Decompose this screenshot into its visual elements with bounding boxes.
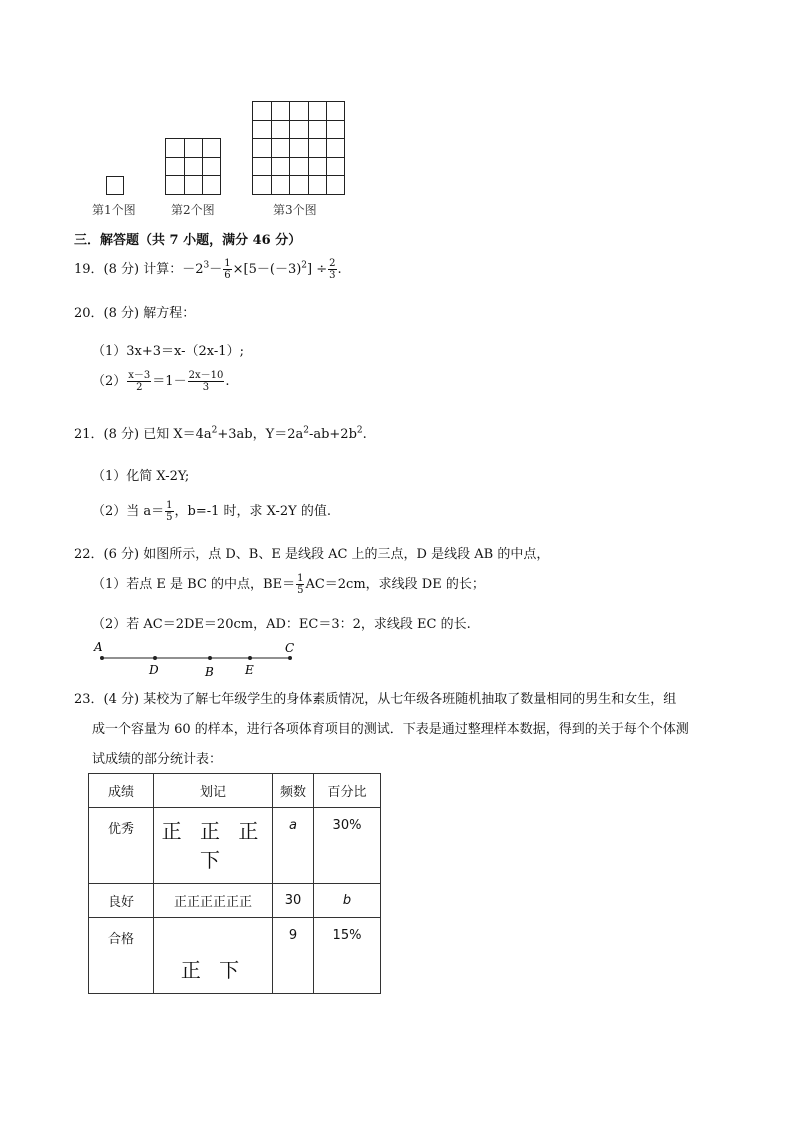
cell-frequency: a	[273, 808, 314, 884]
cell-percent: b	[314, 884, 381, 918]
label-e: E	[245, 663, 254, 677]
point-e	[248, 656, 252, 660]
cell-grade: 优秀	[89, 808, 154, 884]
figure-3-grid	[252, 101, 345, 195]
q20-fraction-2: $\frac{2x-10}{3}$	[188, 370, 224, 393]
cell-percent: 30%	[314, 808, 381, 884]
question-22-part-2: （2）若 AC＝2DE＝20cm，AD：EC＝3：2，求线段 EC 的长.	[92, 617, 471, 632]
q19-fraction-2: $\frac{2}{3}$	[329, 258, 336, 281]
q20-fraction-1: $\frac{x-3}{2}$	[128, 370, 151, 393]
cell-grade: 良好	[89, 884, 154, 918]
figure-3-caption: 第3个图	[273, 203, 317, 217]
q22-fraction: $\frac{1}{5}$	[297, 573, 304, 596]
label-d: D	[149, 663, 159, 677]
question-21-part-1: （1）化简 X-2Y;	[92, 469, 190, 484]
point-a	[100, 656, 104, 660]
cell-tally: 正 下	[154, 918, 273, 994]
figure-2-caption: 第2个图	[171, 203, 215, 217]
table-row	[89, 808, 381, 884]
cell-frequency: 9	[273, 918, 314, 994]
header-tally: 划记	[154, 774, 273, 808]
label-b: B	[205, 665, 214, 678]
question-22-part-1: （1）若点 E 是 BC 的中点，BE＝ $\frac{1}{5}$ AC＝2cm，求线段 DE 的长；	[92, 573, 485, 596]
table-row	[89, 884, 381, 918]
segment-diagram	[90, 638, 310, 678]
q21-fraction: $\frac{1}{5}$	[166, 500, 173, 523]
point-d	[153, 656, 157, 660]
question-23-line-3: 试成绩的部分统计表：	[92, 752, 223, 767]
question-19: 19．(8 分) 计算：$-2^3-$ $\frac{1}{6}$ $\times[5-(-3)^2]$ ÷ $\frac{2}{3}$ .	[74, 258, 342, 281]
stats-table	[88, 773, 381, 994]
cell-grade: 合格	[89, 918, 154, 994]
figure-1-caption: 第1个图	[92, 203, 136, 217]
question-23-line-2: 成一个容量为 60 的样本，进行各项体育项目的测试．下表是通过整理样本数据，得到的关于每个个体测	[92, 722, 689, 737]
question-20-part-2: （2） $\frac{x-3}{2}$ ＝1－ $\frac{2x-10}{3}$ .	[92, 370, 230, 393]
question-22-head: 22．(6 分) 如图所示，点 D、B、E 是线段 AC 上的三点，D 是线段 AB 的中点，	[74, 547, 550, 562]
question-20-part-1: （1）3x+3＝x-（2x-1）;	[92, 344, 244, 359]
q19-head: 19．(8 分) 计算：	[74, 262, 183, 277]
question-21-part-2: （2）当 a＝ $\frac{1}{5}$ ，b=-1 时，求 X-2Y 的值.	[92, 500, 331, 523]
point-b	[208, 656, 212, 660]
header-percent: 百分比	[314, 774, 381, 808]
q19-fraction-1: $\frac{1}{6}$	[224, 258, 231, 281]
figure-1-grid	[106, 176, 124, 195]
header-grade: 成绩	[89, 774, 154, 808]
cell-frequency: 30	[273, 884, 314, 918]
question-21-head: 21．(8 分) 已知 $X=4a^2+3ab$，$Y=2a^2-ab+2b^2$.	[74, 425, 367, 442]
point-c	[288, 656, 292, 660]
table-header-row	[89, 774, 381, 808]
cell-tally: 正 正 正 下	[154, 808, 273, 884]
question-23-line-1: 23．(4 分) 某校为了解七年级学生的身体素质情况，从七年级各班随机抽取了数量相同的男生和女生，组	[74, 692, 677, 707]
label-a: A	[94, 640, 103, 654]
figure-2-grid	[165, 138, 221, 195]
table-row	[89, 918, 381, 994]
header-frequency: 频数	[273, 774, 314, 808]
question-20-head: 20．(8 分) 解方程：	[74, 306, 196, 321]
label-c: C	[285, 641, 295, 655]
section-title: 三．解答题（共 7 小题，满分 46 分）	[74, 233, 302, 248]
cell-tally: 正正正正正正	[154, 884, 273, 918]
cell-percent: 15%	[314, 918, 381, 994]
